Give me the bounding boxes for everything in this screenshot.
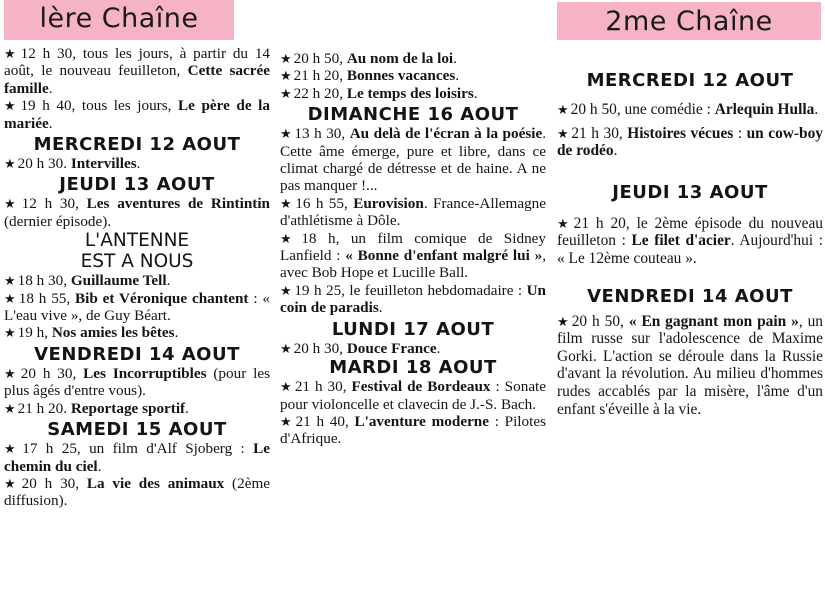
star-icon: ★: [557, 313, 570, 329]
day-heading: VENDREDI 14 AOUT: [34, 343, 240, 365]
listing-entry: ★ 21 h 20. Reportage sportif.: [4, 399, 189, 417]
star-icon: ★: [4, 290, 17, 306]
day-heading: SAMEDI 15 AOUT: [47, 419, 227, 441]
listing-entry: ★ 18 h, un film comique de Sidney Lanfield : « Bonne d'enfant malgré lui », avec Bob Hope et Lucille Ball.: [280, 229, 546, 282]
listing-entry: ★ 13 h 30, Au delà de l'écran à la poésie. Cette âme émerge, pure et libre, dans ce climat chargé de détresse et de haine. A ne pas manquer !...: [280, 125, 547, 195]
star-icon: ★: [4, 273, 16, 289]
listing-entry: ★ 20 h 50, une comédie : Arlequin Hulla.: [557, 101, 819, 118]
section-title: EST A NOUS: [80, 251, 194, 273]
star-icon: ★: [4, 441, 21, 457]
star-icon: ★: [280, 126, 293, 142]
star-icon: ★: [280, 195, 294, 211]
listing-entry: ★ 21 h 30, Festival de Bordeaux : Sonate pour violoncelle et clavecin de J.-S. Bach.: [280, 378, 547, 413]
listing-entry: ★ 19 h 40, tous les jours, Le père de la mariée.: [4, 97, 270, 132]
listing-entry: ★ 19 h 25, le feuilleton hebdomadaire : Un coin de paradis.: [280, 281, 547, 317]
star-icon: ★: [280, 85, 292, 101]
star-icon: ★: [4, 98, 19, 114]
listing-entry: ★ 22 h 20, Le temps des loisirs.: [280, 84, 478, 102]
listing-entry: ★ 21 h 30, Histoires vécues : un cow-boy de rodéo.: [557, 124, 823, 160]
listing-entry: ★ 20 h 50, « En gagnant mon pain », un film russe sur l'adolescence de Maxime Gorki. L'action se déroule dans la Russie d'avant la révolution. Au milieu d'hommes rudes accablés par la misère, l'âme d'un enfant s'éveille à la vie.: [557, 312, 824, 418]
listing-entry: ★ 21 h 20, le 2ème épisode du nouveau feuilleton : Le filet d'acier. Aujourd'hui : « Le 12ème couteau ».: [557, 214, 823, 267]
star-icon: ★: [557, 102, 569, 117]
listing-entry: ★ 20 h 30, Douce France.: [280, 339, 441, 357]
day-heading: VENDREDI 14 AOUT: [587, 285, 793, 307]
star-icon: ★: [280, 340, 292, 356]
channel-header-2: 2me Chaîne: [557, 2, 821, 40]
listing-entry: ★ 20 h 30, Les Incorruptibles (pour les plus âgés d'entre vous).: [4, 364, 271, 400]
column-deuxieme-chaine: [557, 0, 823, 418]
listing-entry: ★ 19 h, Nos amies les bêtes.: [4, 324, 179, 342]
column-premiere-chaine-suite: [280, 50, 546, 448]
listing-entry: ★ 17 h 25, un film d'Alf Sjoberg : Le chemin du ciel.: [4, 440, 270, 475]
day-heading: MERCREDI 12 AOUT: [33, 134, 241, 156]
star-icon: ★: [4, 400, 16, 416]
listing-entry: ★ 21 h 20, Bonnes vacances.: [280, 67, 460, 85]
listing-entry: ★ 12 h 30, tous les jours, à partir du 14 août, le nouveau feuilleton, Cette sacrée famille.: [4, 45, 271, 97]
star-icon: ★: [280, 379, 293, 395]
star-icon: ★: [557, 215, 572, 231]
listing-entry: ★ 20 h 30, La vie des animaux (2ème diffusion).: [4, 474, 270, 510]
star-icon: ★: [280, 51, 292, 66]
day-heading: MERCREDI 12 AOUT: [586, 70, 794, 91]
star-icon: ★: [280, 230, 300, 246]
listing-entry: ★ 18 h 30, Guillaume Tell.: [4, 272, 171, 290]
day-heading: LUNDI 17 AOUT: [331, 318, 495, 340]
channel-header-1: lère Chaîne: [4, 0, 234, 40]
listing-entry: ★ 12 h 30, Les aventures de Rintintin (dernier épisode).: [4, 195, 270, 230]
star-icon: ★: [4, 475, 20, 491]
day-heading: JEUDI 13 AOUT: [59, 174, 215, 196]
star-icon: ★: [557, 125, 570, 141]
star-icon: ★: [280, 413, 294, 429]
column-premiere-chaine: [4, 0, 270, 510]
star-icon: ★: [4, 365, 19, 381]
listing-entry: ★ 21 h 40, L'aventure moderne : Pilotes d'Afrique.: [280, 412, 546, 448]
star-icon: ★: [280, 68, 292, 84]
star-icon: ★: [4, 156, 16, 172]
star-icon: ★: [4, 325, 16, 341]
day-heading: JEUDI 13 AOUT: [612, 181, 768, 203]
star-icon: ★: [280, 282, 293, 298]
listing-entry: ★ 20 h 30. Intervilles.: [4, 155, 141, 173]
day-heading: DIMANCHE 16 AOUT: [307, 104, 519, 126]
star-icon: ★: [4, 46, 19, 61]
listing-entry: ★ 20 h 50, Au nom de la loi.: [280, 50, 457, 67]
section-title: L'ANTENNE: [84, 230, 190, 252]
listing-entry: ★ 16 h 55, Eurovision. France-Allemagne d'athlétisme à Dôle.: [280, 194, 547, 230]
star-icon: ★: [4, 196, 20, 212]
day-heading: MARDI 18 AOUT: [329, 357, 497, 379]
listing-entry: ★ 18 h 55, Bib et Véronique chantent : « L'eau vive », de Guy Béart.: [4, 289, 271, 325]
